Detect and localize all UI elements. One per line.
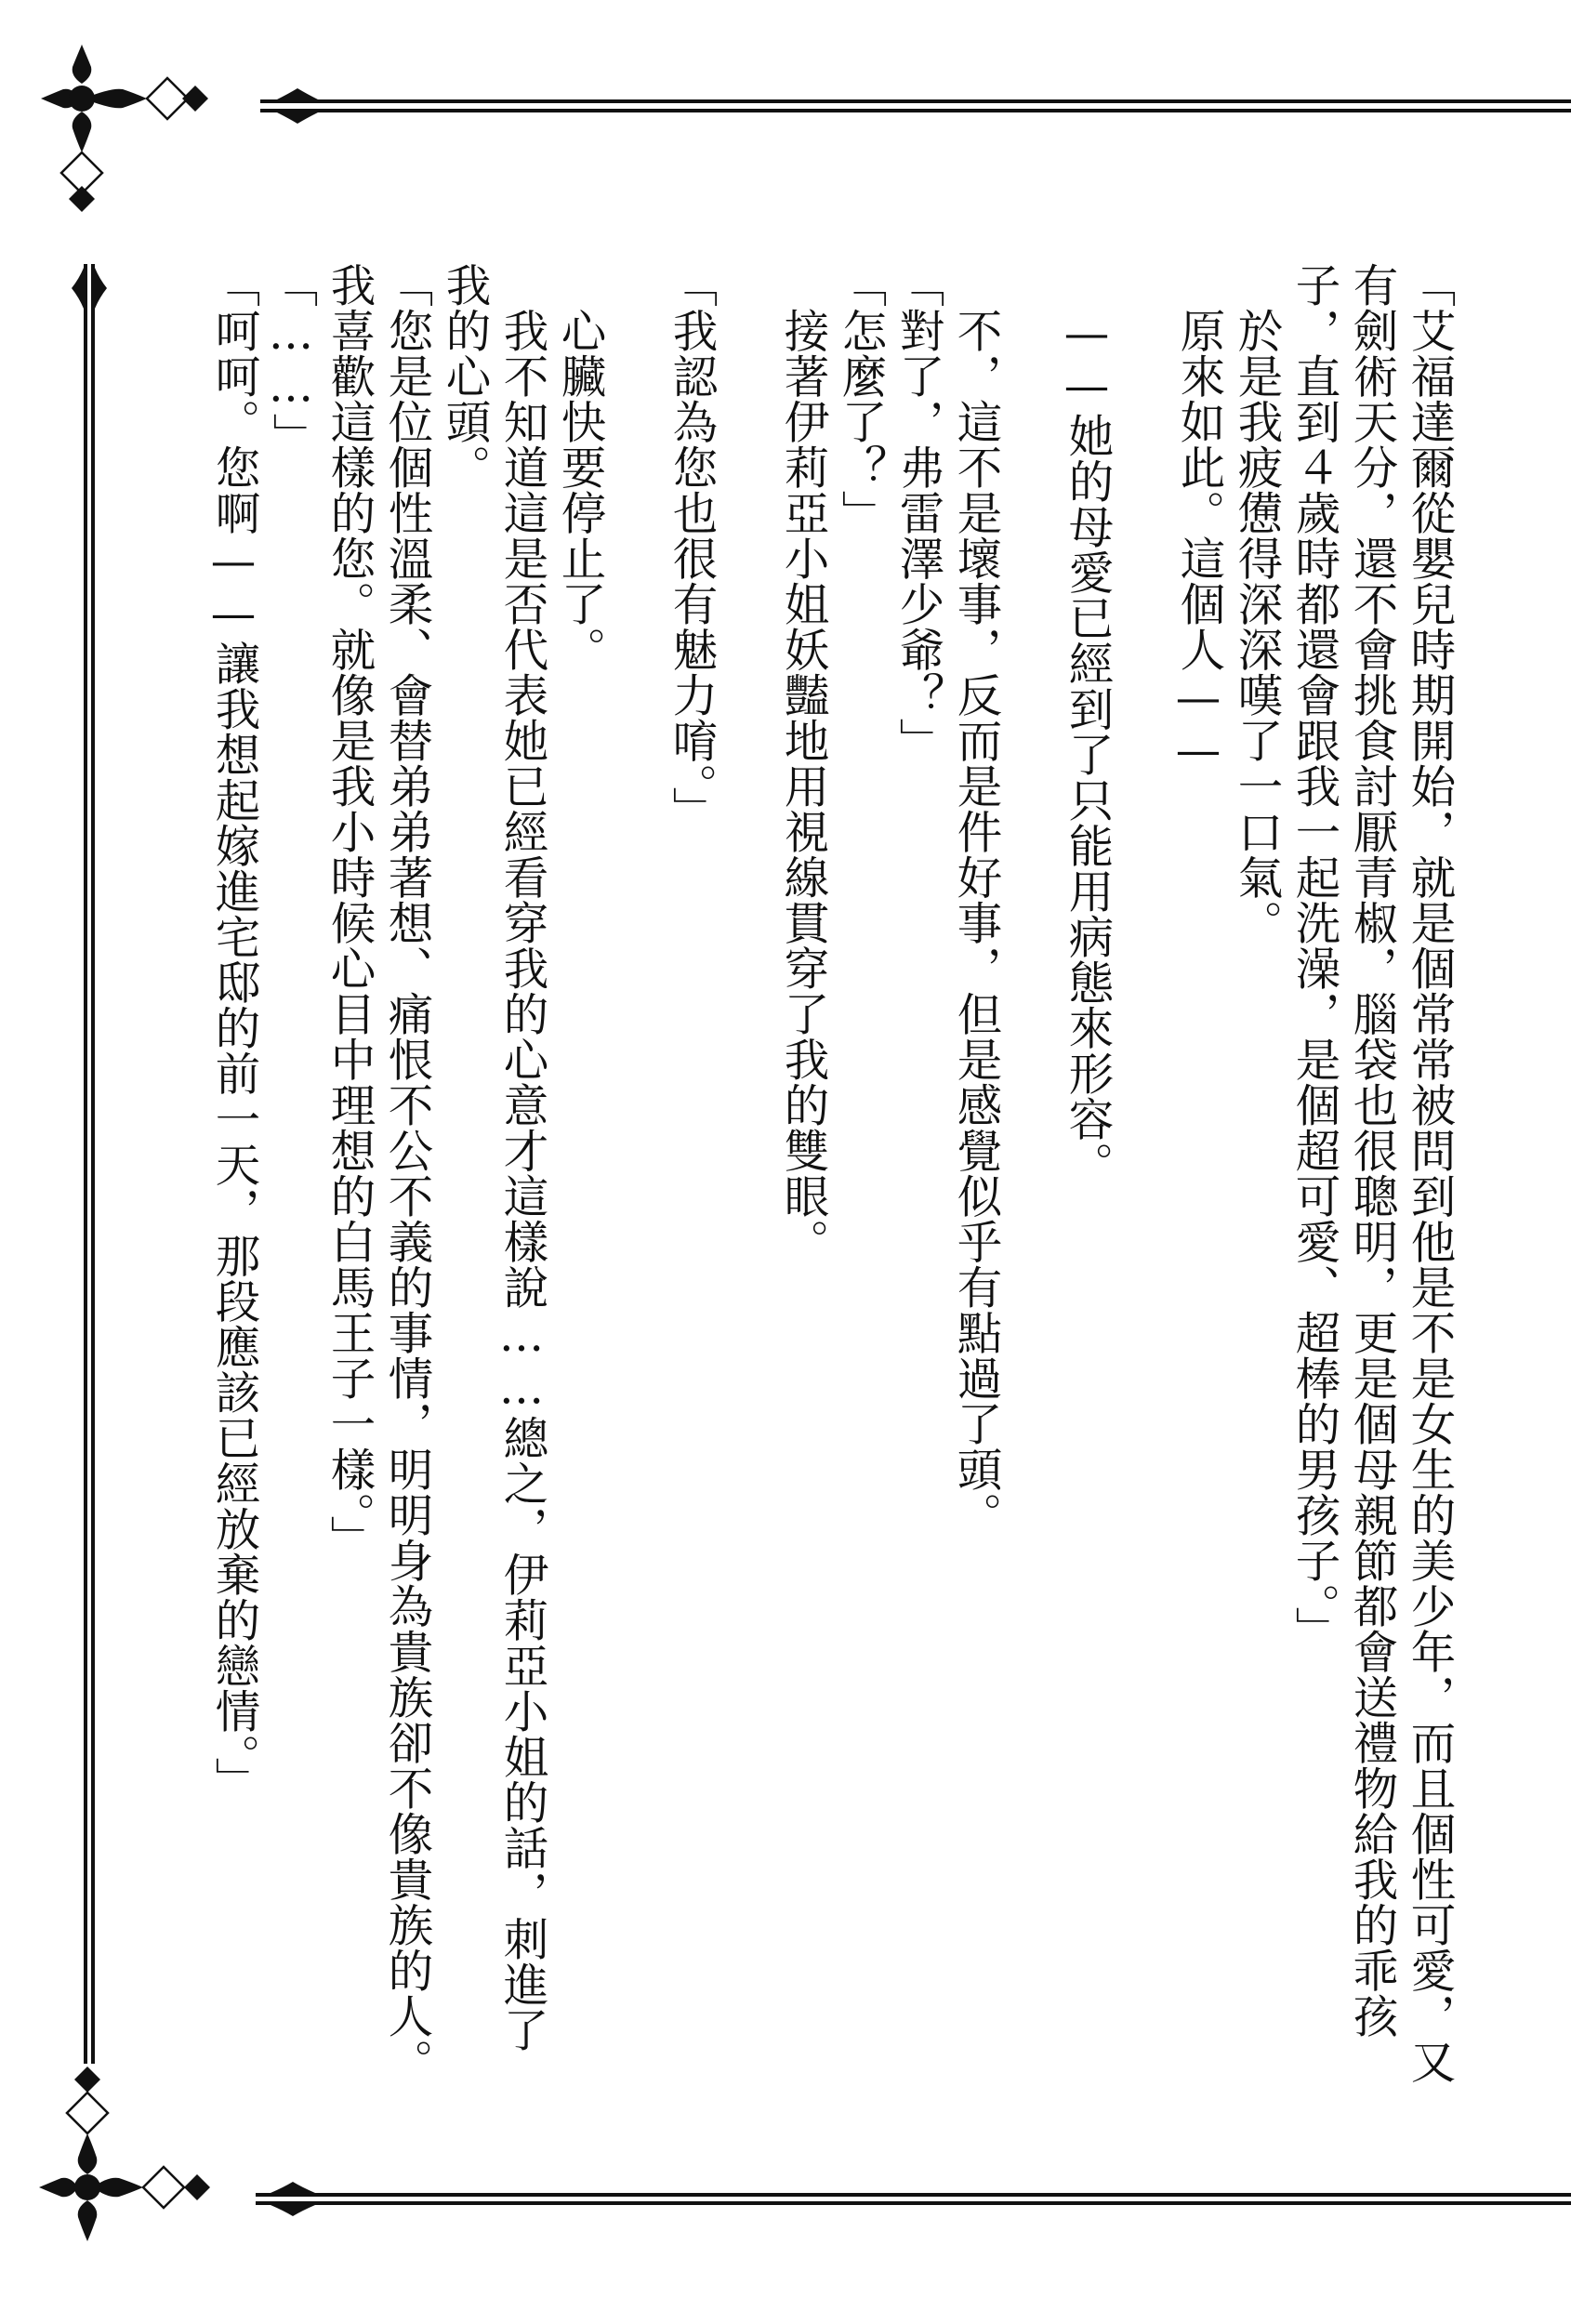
top-double-rule	[260, 88, 1571, 125]
paragraph-narration: 於是我疲憊得深深嘆了一口氣。	[1230, 307, 1282, 945]
paragraph-narration: ——她的母愛已經到了只能用病態來形容。	[1061, 307, 1113, 1187]
corner-ornament-bottom-icon	[28, 2059, 214, 2245]
paragraph-dialogue: 「艾福達爾從嬰兒時期開始，就是個常常被問到他是不是女生的美少年，而且個性可愛，又有劍術天分，還不會挑食討厭青椒，腦袋也很聰明，更是個母親節都會送禮物給我的乖孩子，直到４歲時都還會跟我一起洗澡，是個超可愛、超棒的男孩子。」	[1287, 262, 1455, 2084]
paragraph-narration: 接著伊莉亞小姐妖豔地用視線貫穿了我的雙眼。	[776, 307, 828, 1264]
paragraph-narration: 原來如此。這個人——	[1172, 307, 1224, 777]
paragraph-dialogue: 「怎麼了？」	[834, 262, 886, 535]
paragraph-narration: 不，這不是壞事，反而是件好事，但是感覺似乎有點過了頭。	[949, 307, 1001, 1538]
left-double-rule	[70, 251, 107, 2064]
paragraph-dialogue: 「我認為您也很有魅力唷。」	[665, 262, 717, 832]
paragraph-dialogue: 「對了，弗雷澤少爺？」	[891, 262, 944, 763]
body-text	[205, 262, 1458, 2084]
paragraph-narration: 心臟快要停止了。	[553, 307, 605, 672]
paragraph-dialogue: 「呵呵。您啊——讓我想起嫁進宅邸的前一天，那段應該已經放棄的戀情。」	[207, 262, 259, 1802]
bottom-double-rule	[256, 2180, 1571, 2217]
corner-ornament-top-icon	[28, 37, 214, 214]
paragraph-dialogue: 「……」	[265, 262, 317, 458]
paragraph-dialogue: 「您是位個性溫柔、會替弟弟著想、痛恨不公不義的事情，明明身為貴族卻不像貴族的人。我喜歡這樣的您。就像是我小時候心目中理想的白馬王子一樣。」	[323, 262, 432, 2084]
paragraph-narration: 我不知道這是否代表她已經看穿我的心意才這樣說……總之，伊莉亞小姐的話，刺進了我的心頭。	[438, 262, 548, 2053]
